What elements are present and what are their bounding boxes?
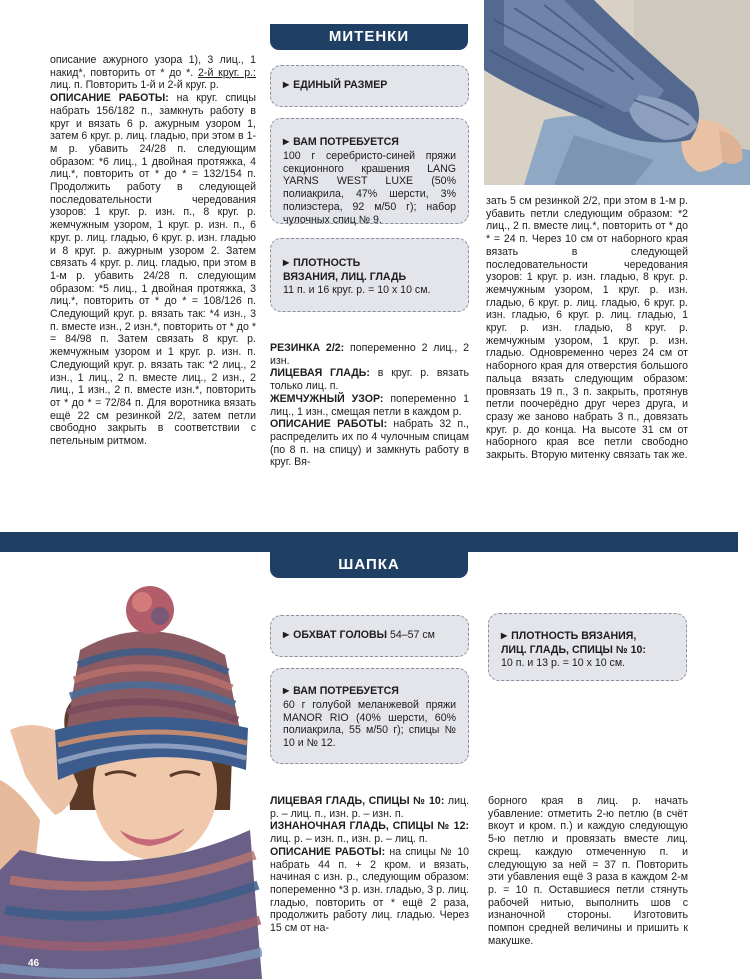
hat-gauge-text: 10 п. и 13 р. = 10 х 10 см. — [501, 656, 626, 669]
mitts-title: МИТЕНКИ — [270, 24, 468, 50]
mitts-text-column-3 — [486, 195, 688, 462]
text-run: попеременно 1 лиц., 1 изн., смещая петли в каждом р. — [270, 392, 470, 418]
paragraph — [270, 820, 469, 845]
section-heading: ИЗНАНОЧНАЯ ГЛАДЬ, СПИЦЫ № 12: — [270, 820, 469, 833]
text-run: зать 5 см резинкой 2/2, при этом в 1-м р. убавить петли следующим образом: *2 лиц., 2 п. вместе лиц.*, повторить от * до * = 24 п. Через 10 см от наборного края вязать в следующей последовательности чередования узоров: 1 круг. р. изн. гладью, 8 круг. р. жемчужным узором, 1 круг. р. изн. гладью, 6 круг. р. лиц. гладью, 6 круг. р. изн. гладью, 6 круг. р. лиц. гладью, 1 круг. р. изн. гладью, 8 круг. р. жемчужным узором, 1 круг. р. изн. гладью. Одновременно через 24 см от наборного края для отверстия большого пальца вязать следующим образом: провязать 19 п., 3 п. закрыть, протянув петли поочерёдно друг через друга, и сразу же заново набрать 3 п., довязать круг. р. до конца. На высоте 31 см от наборного края все петли свободно закрыть. Вторую митенку связать так же. — [486, 195, 688, 462]
mitts-size-title: ▶ ЕДИНЫЙ РАЗМЕР — [283, 79, 456, 93]
mitts-gauge-text: 11 п. и 16 круг. р. = 10 х 10 см. — [283, 283, 431, 296]
text-run: в круг. р. вязать только лиц. п. — [270, 367, 469, 393]
section-heading: ЛИЦЕВАЯ ГЛАДЬ: — [270, 367, 370, 380]
section-heading: ЖЕМЧУЖНЫЙ УЗОР: — [270, 392, 384, 405]
section-heading: ОПИСАНИЕ РАБОТЫ: — [270, 418, 388, 431]
text-run: на спицы № 10 набрать 44 п. + 2 кром. и вязать, начиная с изн. р., следующим образом: попеременно *3 р. изн. гладью, 3 р. лиц. гладью, повторить от * ещё 2 раза, продолжить работу лиц. гладью. Через 15 см от на- — [270, 845, 469, 935]
section-heading: РЕЗИНКА 2/2: — [270, 342, 345, 354]
hat-gauge-box — [488, 613, 687, 681]
section-heading: ОПИСАНИЕ РАБОТЫ: — [270, 845, 386, 858]
paragraph — [486, 195, 688, 462]
section-heading: ЛИЦЕВАЯ ГЛАДЬ, СПИЦЫ № 10: — [270, 795, 445, 807]
text-run: описание ажурного узора 1), 3 лиц., 1 накид*, повторить от * до *. — [50, 54, 256, 79]
text-run: лиц. п. Повторить 1-й и 2-й круг. р. — [50, 79, 219, 92]
mitts-size-box — [270, 65, 469, 107]
hat-section-band — [0, 532, 738, 552]
hat-materials-title: ▶ ВАМ ПОТРЕБУЕТСЯ — [283, 685, 456, 699]
paragraph — [270, 342, 469, 367]
text-run: попеременно 2 лиц., 2 изн. — [270, 342, 469, 367]
paragraph — [270, 393, 469, 418]
paragraph — [270, 846, 469, 935]
mitts-photo — [484, 0, 750, 185]
mitts-materials-title: ▶ ВАМ ПОТРЕБУЕТСЯ — [283, 136, 456, 150]
paragraph — [270, 367, 469, 392]
text-run: лиц. р. – лиц. п., изн. р. – изн. п. — [270, 795, 469, 820]
text-run: 2-й круг. р.: — [198, 66, 256, 79]
page-number: 46 — [28, 958, 40, 969]
mitts-gauge-title: ▶ ПЛОТНОСТЬ ВЯЗАНИЯ, ЛИЦ. ГЛАДЬ — [283, 257, 413, 284]
text-run: лиц. р. – изн. п., изн. р. – лиц. п. — [270, 833, 428, 846]
hat-gauge-title: ▶ ПЛОТНОСТЬ ВЯЗАНИЯ, ЛИЦ. ГЛАДЬ, СПИЦЫ № 10: — [501, 630, 674, 657]
paragraph — [270, 418, 469, 469]
paragraph — [488, 795, 688, 947]
text-run: на круг. спицы набрать 156/182 п., замкнуть работу в круг и вязать 6 р. ажурным узором 1, затем 6 круг. р. лиц. гладью, при этом в 1-м р. убавить 24/28 п. следующим образом: *6 лиц., 1 двойная протяжка, 4 лиц.*, повторить от * до * = 132/154 п. Продолжить работу в следующей последовательности чередования узоров: 1 круг. р. изн. п., 8 круг. р. жемчужным узором, 1 круг. р. изн. п., 6 круг. р. лиц. гладью, 6 круг. р. изн. гладью и 8 круг. р. ажурным узором 2. Затем связать 4 круг. р. лиц. гладью, при этом в 1-м р. убавить 24/28 п. следующим образом: *5 лиц., 1 двойная протяжка, 3 лиц.*, повторить от * до * = 108/126 п. Следующий круг. р. вязать так: *4 изн., 3 п. вместе изн., 2 изн.*, повторить от * до * = 84/98 п. Затем связать 8 круг. р. жемчужным узором и 1 круг. р. изн. п. Следующий круг. р. вязать так: *2 лиц., 2 изн., 1 лиц., 2 п. вместе лиц., 2 изн., 2 лиц., 1 изн., 2 п. вместе изн.*, повторить от * до * = 72/84 п. Для воротника вязать ещё 22 см резинкой 2/2, затем петли свободно закрыть в соответствии с петельным ритмом. — [50, 92, 256, 448]
text-run: набрать 32 п., распределить их по 4 чулочным спицам (по 8 п. на спицу) и замкнуть работу в круг. Вя- — [270, 418, 470, 469]
mitts-materials-box — [270, 118, 469, 224]
mitts-text-column-1 — [50, 54, 256, 448]
hat-text-column-2 — [488, 795, 688, 947]
paragraph — [50, 92, 256, 448]
hat-materials-box — [270, 668, 469, 764]
mitts-gauge-box — [270, 238, 469, 312]
hat-head-value: 54–57 см — [389, 629, 435, 641]
text-run: борного края в лиц. р. начать убавление: отметить 2-ю петлю (в счёт вкоут и кром. п.) и каждую следующую 5-ю петлю и провязать вместе лиц. скрещ. каждую отмеченную п. и следующую за ней = 37 п. Повторить эти убавления ещё 3 раза в каждом 2-м р. = 10 п. Оставшиеся петли стянуть рабочей нитью, выполнить шов с изнаночной стороны. Изготовить помпон средней величины и пришить к макушке. — [488, 795, 688, 947]
mitts-text-column-2 — [270, 342, 469, 469]
hat-head-title: ▶ ОБХВАТ ГОЛОВЫ — [283, 629, 387, 641]
hat-photo — [0, 580, 262, 979]
hat-title: ШАПКА — [270, 552, 468, 578]
hat-materials-text: 60 г голубой меланжевой пряжи MANOR RIO (40% шерсти, 60% полиакрила, 55 м/50 г); спицы № 10 и № 12. — [283, 698, 456, 750]
paragraph — [50, 54, 256, 92]
hat-head-box — [270, 615, 469, 657]
section-heading: ОПИСАНИЕ РАБОТЫ: — [50, 92, 169, 105]
mitts-materials-text: 100 г серебристо-синей пряжи секционного крашения LANG YARNS WEST LUXE (50% полиакрила, 47% шерсти, 3% полиэстера, 92 м/50 г); набор чулочных спиц № 9. — [283, 149, 456, 226]
paragraph — [270, 795, 469, 820]
hat-text-column-1 — [270, 795, 469, 935]
